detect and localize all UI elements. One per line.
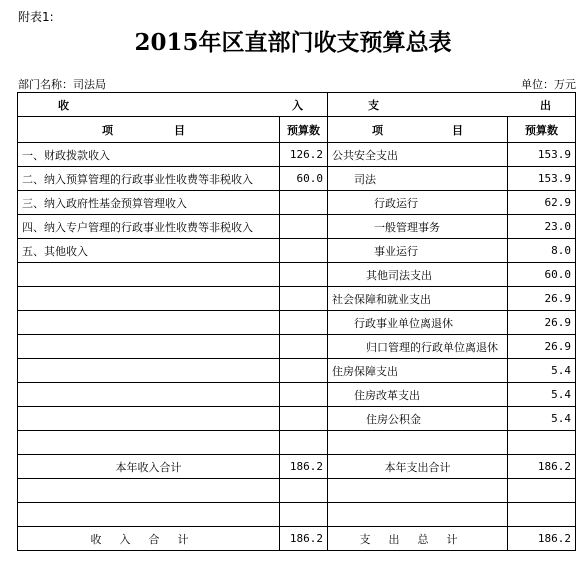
income-item bbox=[18, 263, 280, 287]
income-value bbox=[280, 335, 328, 359]
income-item-header bbox=[18, 117, 280, 143]
appendix-label: 附表1: bbox=[18, 10, 54, 24]
income-value bbox=[280, 191, 328, 215]
income-section-header bbox=[18, 93, 328, 117]
table-row bbox=[18, 335, 576, 359]
expense-value: 5.4 bbox=[508, 359, 576, 383]
income-item: 五、其他收入 bbox=[18, 239, 280, 263]
income-header-right: 入 bbox=[292, 98, 303, 112]
expense-value: 5.4 bbox=[508, 407, 576, 431]
expense-header-right: 出 bbox=[540, 98, 551, 112]
table-row bbox=[18, 239, 576, 263]
income-value bbox=[280, 239, 328, 263]
year-expense-total-value: 186.2 bbox=[508, 455, 576, 479]
expense-item-header bbox=[328, 117, 508, 143]
table-row bbox=[18, 359, 576, 383]
expense-item: 住房保障支出 bbox=[328, 359, 508, 383]
income-item bbox=[18, 431, 280, 455]
table-row bbox=[18, 431, 576, 455]
blank-row bbox=[18, 479, 576, 503]
expense-value: 26.9 bbox=[508, 311, 576, 335]
expense-item: 行政事业单位离退休 bbox=[328, 311, 508, 335]
page-title: 2015年区直部门收支预算总表 bbox=[134, 29, 452, 56]
expense-item-header-right: 目 bbox=[452, 123, 463, 137]
table-row bbox=[18, 287, 576, 311]
income-value bbox=[280, 263, 328, 287]
expense-item: 行政运行 bbox=[328, 191, 508, 215]
grand-income-total-value: 186.2 bbox=[280, 527, 328, 551]
income-value bbox=[280, 407, 328, 431]
income-item-header-left: 项 bbox=[102, 123, 113, 137]
year-total-row bbox=[18, 455, 576, 479]
income-header-left: 收 bbox=[58, 98, 69, 112]
section-header-row bbox=[18, 93, 576, 117]
expense-item bbox=[328, 431, 508, 455]
expense-item: 住房公积金 bbox=[328, 407, 508, 431]
income-item-header-right: 目 bbox=[174, 123, 185, 137]
expense-item: 其他司法支出 bbox=[328, 263, 508, 287]
income-item: 三、纳入政府性基金预算管理收入 bbox=[18, 191, 280, 215]
table-row bbox=[18, 311, 576, 335]
expense-item-header-left: 项 bbox=[372, 123, 383, 137]
expense-budget-header: 预算数 bbox=[508, 117, 576, 143]
income-budget-header: 预算数 bbox=[280, 117, 328, 143]
expense-value: 62.9 bbox=[508, 191, 576, 215]
expense-value: 26.9 bbox=[508, 287, 576, 311]
grand-expense-total-value: 186.2 bbox=[508, 527, 576, 551]
table-row bbox=[18, 191, 576, 215]
table-row bbox=[18, 263, 576, 287]
table-row bbox=[18, 143, 576, 167]
income-item: 二、纳入预算管理的行政事业性收费等非税收入 bbox=[18, 167, 280, 191]
income-item bbox=[18, 335, 280, 359]
income-item bbox=[18, 311, 280, 335]
expense-value: 8.0 bbox=[508, 239, 576, 263]
expense-item: 一般管理事务 bbox=[328, 215, 508, 239]
income-value: 60.0 bbox=[280, 167, 328, 191]
year-expense-total-label: 本年支出合计 bbox=[328, 455, 508, 479]
table-row bbox=[18, 167, 576, 191]
income-item bbox=[18, 287, 280, 311]
grand-income-total-label: 收入合计 bbox=[18, 527, 280, 551]
expense-item: 住房改革支出 bbox=[328, 383, 508, 407]
year-income-total-value: 186.2 bbox=[280, 455, 328, 479]
expense-item: 司法 bbox=[328, 167, 508, 191]
income-value bbox=[280, 215, 328, 239]
expense-section-header bbox=[328, 93, 576, 117]
expense-item: 公共安全支出 bbox=[328, 143, 508, 167]
income-item bbox=[18, 407, 280, 431]
income-value bbox=[280, 383, 328, 407]
budget-table bbox=[17, 92, 576, 551]
income-value bbox=[280, 431, 328, 455]
unit-label: 单位：万元 bbox=[521, 78, 576, 91]
expense-value: 153.9 bbox=[508, 167, 576, 191]
expense-item: 事业运行 bbox=[328, 239, 508, 263]
expense-value: 60.0 bbox=[508, 263, 576, 287]
table-row bbox=[18, 407, 576, 431]
income-value bbox=[280, 287, 328, 311]
table-row bbox=[18, 215, 576, 239]
grand-total-row bbox=[18, 527, 576, 551]
expense-value: 26.9 bbox=[508, 335, 576, 359]
expense-value: 153.9 bbox=[508, 143, 576, 167]
income-item bbox=[18, 359, 280, 383]
department-name: 部门名称：司法局 bbox=[18, 78, 106, 91]
income-value: 126.2 bbox=[280, 143, 328, 167]
expense-value: 23.0 bbox=[508, 215, 576, 239]
income-item: 四、纳入专户管理的行政事业性收费等非税收入 bbox=[18, 215, 280, 239]
column-header-row bbox=[18, 117, 576, 143]
expense-item: 归口管理的行政单位离退休 bbox=[328, 335, 508, 359]
income-value bbox=[280, 311, 328, 335]
year-income-total-label: 本年收入合计 bbox=[18, 455, 280, 479]
income-value bbox=[280, 359, 328, 383]
expense-value: 5.4 bbox=[508, 383, 576, 407]
expense-value bbox=[508, 431, 576, 455]
expense-item: 社会保障和就业支出 bbox=[328, 287, 508, 311]
income-item: 一、财政拨款收入 bbox=[18, 143, 280, 167]
blank-row bbox=[18, 503, 576, 527]
income-item bbox=[18, 383, 280, 407]
expense-header-left: 支 bbox=[368, 98, 379, 112]
table-row bbox=[18, 383, 576, 407]
grand-expense-total-label: 支出总计 bbox=[328, 527, 508, 551]
